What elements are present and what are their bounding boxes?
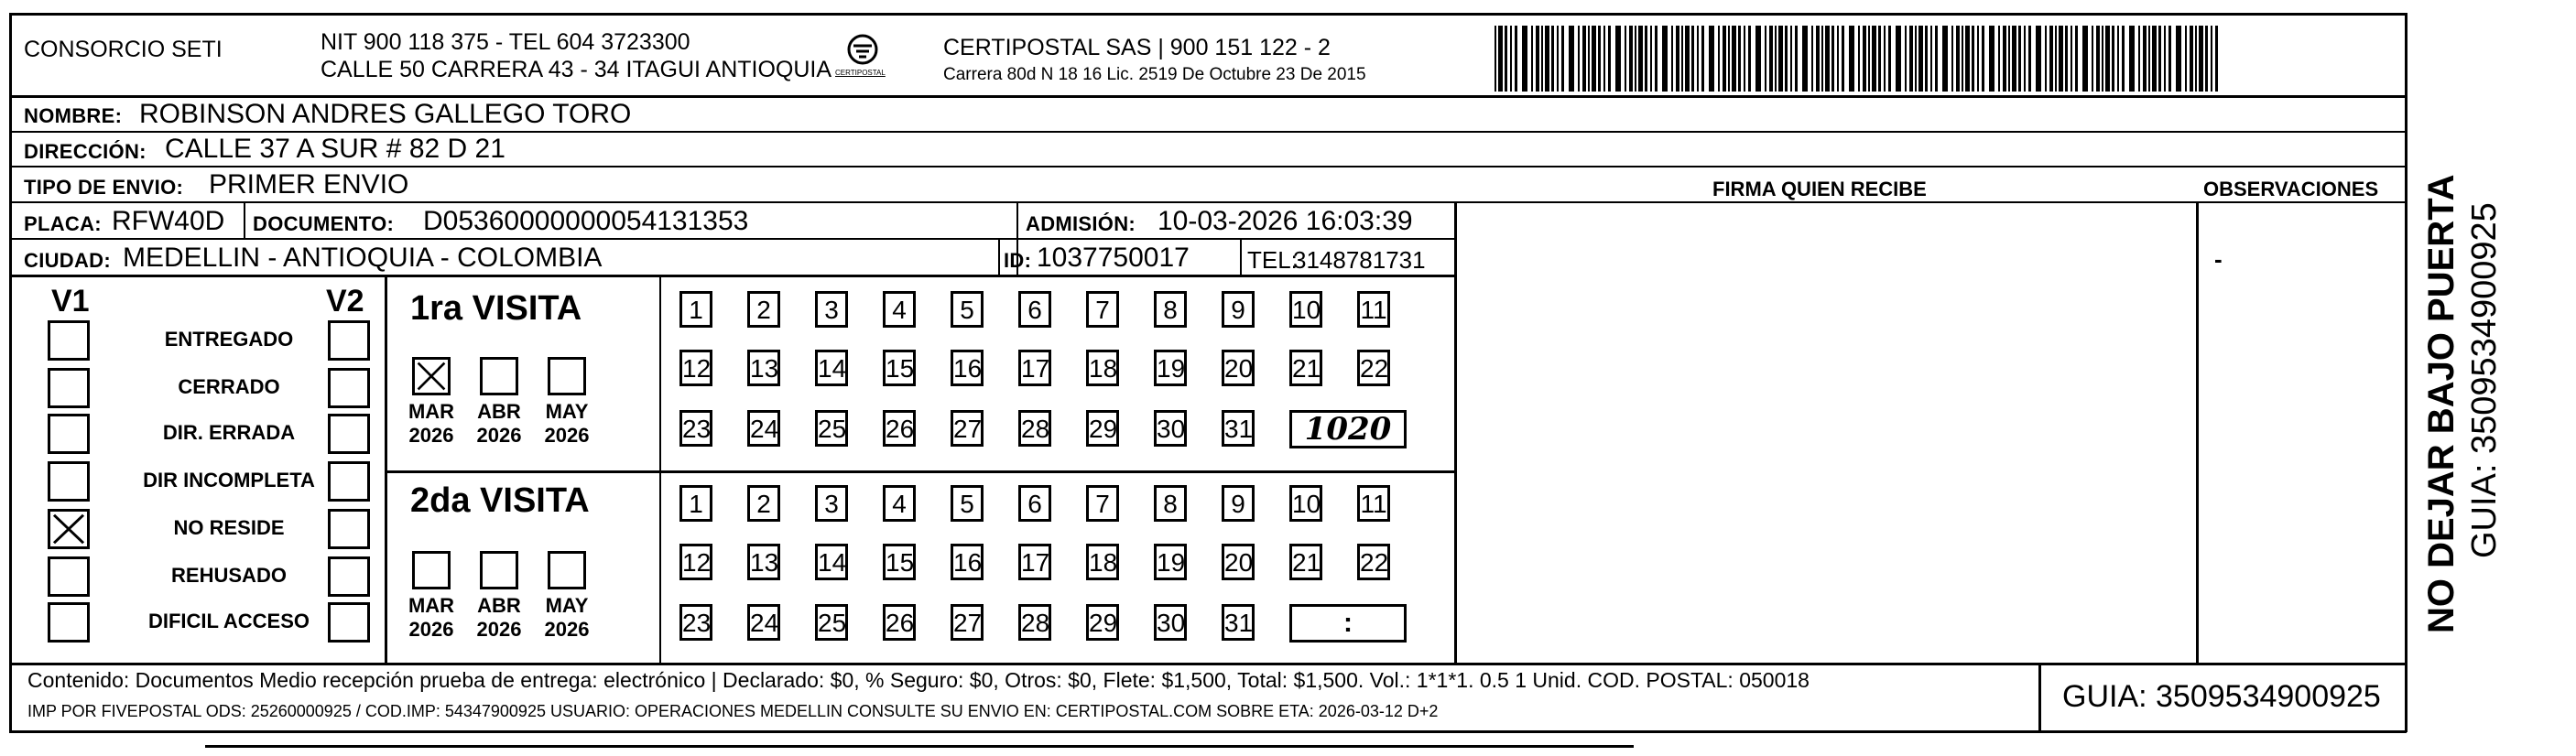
day-box: 31 [1222, 604, 1255, 641]
barcode-bar [1515, 26, 1517, 92]
day-box: 31 [1222, 410, 1255, 447]
barcode-bar [2055, 26, 2057, 92]
barcode-bar [2164, 26, 2166, 92]
year-label: 2026 [476, 618, 522, 641]
status-option-label: CERRADO [178, 375, 280, 398]
day-box: 19 [1154, 350, 1187, 386]
barcode-bar [1896, 26, 1901, 92]
barcode [1495, 26, 2223, 92]
v1-checkbox [48, 414, 90, 454]
day-box: 25 [815, 410, 848, 447]
day-box: 10 [1289, 291, 1322, 328]
day-box: 16 [951, 350, 984, 386]
day-box: 17 [1018, 350, 1051, 386]
barcode-bar [1681, 26, 1683, 92]
day-box: 7 [1086, 291, 1119, 328]
barcode-bar [1769, 26, 1773, 92]
nombre-label: NOMBRE: [24, 104, 123, 127]
day-box: 19 [1154, 544, 1187, 580]
barcode-bar [1748, 26, 1751, 92]
tel-value: 3148781731 [1293, 246, 1426, 274]
barcode-bar [2143, 26, 2147, 92]
barcode-bar [2215, 26, 2218, 92]
barcode-bar [1598, 26, 1601, 92]
logo-text: CERTIPOSTAL [835, 69, 886, 77]
barcode-bar [2138, 26, 2140, 92]
barcode-bar [2205, 26, 2208, 92]
barcode-bar [1498, 26, 1503, 92]
barcode-bar [1536, 26, 1539, 92]
certipostal-logo [826, 29, 899, 86]
direccion-label: DIRECCIÓN: [24, 140, 147, 163]
barcode-bar [1691, 26, 1694, 92]
month-checkbox [548, 551, 586, 589]
footer-divider [9, 663, 2407, 665]
day-box: 12 [679, 544, 712, 580]
barcode-bar [1738, 26, 1741, 92]
barcode-bar [2117, 26, 2119, 92]
admision-label: ADMISIÓN: [1026, 212, 1136, 235]
year-label: 2026 [544, 424, 590, 447]
barcode-bar [1956, 26, 1960, 92]
barcode-bar [1965, 26, 1970, 92]
day-box: 30 [1154, 410, 1187, 447]
barcode-bar [1925, 26, 1928, 92]
documento-value: D05360000000054131353 [423, 206, 749, 236]
nit-line: NIT 900 118 375 - TEL 604 3723300 [321, 29, 690, 55]
barcode-bar [2024, 26, 2026, 92]
barcode-bar [1697, 26, 1699, 92]
day-box: 11 [1357, 291, 1390, 328]
right-border [2405, 13, 2408, 732]
side-warning: NO DEJAR BAJO PUERTA [2421, 174, 2462, 633]
barcode-bar [2036, 26, 2041, 92]
barcode-bar [1918, 26, 1923, 92]
month-checkbox [412, 551, 451, 589]
v1-checkbox [48, 509, 90, 549]
barcode-bar [1592, 26, 1596, 92]
barcode-bar [1603, 26, 1605, 92]
firma-label: FIRMA QUIEN RECIBE [1712, 178, 1927, 200]
v1-checkbox [48, 556, 90, 597]
barcode-bar [1935, 26, 1938, 92]
day-box: 3 [815, 291, 848, 328]
bottom-cut-line [205, 745, 1634, 748]
barcode-bar [2096, 26, 2100, 92]
day-box: 9 [1222, 485, 1255, 522]
barcode-bar [2059, 26, 2063, 92]
month-checkbox [480, 551, 518, 589]
v1-checkbox [48, 461, 90, 502]
visit2-title: 2da VISITA [410, 481, 590, 520]
barcode-bar [1821, 26, 1823, 92]
v2-checkbox [328, 556, 370, 597]
barcode-bar [1951, 26, 1953, 92]
ciudad-label: CIUDAD: [24, 249, 111, 272]
barcode-bar [1676, 26, 1679, 92]
barcode-bar [1671, 26, 1673, 92]
barcode-bar [1795, 26, 1798, 92]
placa-label: PLACA: [24, 212, 102, 235]
barcode-bar [2105, 26, 2110, 92]
time-box: 1020 [1289, 410, 1407, 448]
v2-checkbox [328, 414, 370, 454]
barcode-bar [2008, 26, 2010, 92]
barcode-bar [1645, 26, 1647, 92]
day-box: 29 [1086, 604, 1119, 641]
barcode-bar [1905, 26, 1907, 92]
footer-imp: IMP POR FIVEPOSTAL ODS: 25260000925 / COD.IMP: 54347900925 USUARIO: OPERACIONES MEDELLIN CONSULTE SU ENVIO EN: CERTIPOSTAL.COM SOBRE ETA: 2026-03-12 D+2 [27, 702, 1439, 720]
barcode-bar [1775, 26, 1777, 92]
barcode-bar [2122, 26, 2125, 92]
tipo-label: TIPO DE ENVIO: [24, 176, 184, 199]
day-box: 1 [679, 485, 712, 522]
nombre-value: ROBINSON ANDRES GALLEGO TORO [139, 99, 632, 129]
visit1-title: 1ra VISITA [410, 289, 582, 328]
bottom-border [9, 730, 2407, 733]
observaciones-mark: - [2214, 245, 2223, 273]
barcode-bar [1825, 26, 1830, 92]
barcode-bar [1837, 26, 1839, 92]
day-box: 29 [1086, 410, 1119, 447]
day-box: 28 [1018, 410, 1051, 447]
barcode-bar [1989, 26, 1994, 92]
year-label: 2026 [544, 618, 590, 641]
admision-value: 10-03-2026 16:03:39 [1158, 206, 1413, 236]
v1-checkbox [48, 602, 90, 643]
day-box: 8 [1154, 291, 1187, 328]
barcode-bar [2092, 26, 2093, 92]
placa-value: RFW40D [112, 206, 225, 236]
header-divider [9, 95, 2407, 98]
barcode-bar [2082, 26, 2088, 92]
certipostal-line: CERTIPOSTAL SAS | 900 151 122 - 2 [943, 35, 1331, 60]
barcode-bar [1962, 26, 1963, 92]
left-border [9, 13, 12, 732]
barcode-bar [1638, 26, 1643, 92]
barcode-bar [1977, 26, 1979, 92]
time-box: : [1289, 604, 1407, 643]
barcode-bar [1778, 26, 1783, 92]
day-box: 23 [679, 604, 712, 641]
tipo-value: PRIMER ENVIO [209, 169, 409, 200]
barcode-bar [1765, 26, 1766, 92]
month-label: MAY [545, 594, 589, 617]
day-box: 4 [883, 485, 916, 522]
barcode-bar [1755, 26, 1761, 92]
day-box: 5 [951, 485, 984, 522]
barcode-bar [2112, 26, 2114, 92]
side-guia: GUIA: 3509534900925 [2465, 202, 2504, 558]
barcode-bar [1909, 26, 1913, 92]
company-name: CONSORCIO SETI [24, 37, 223, 62]
barcode-bar [1744, 26, 1745, 92]
barcode-bar [1625, 26, 1626, 92]
x-mark-icon [415, 360, 448, 393]
v1-checkbox [48, 320, 90, 361]
row-divider [9, 166, 2407, 167]
day-box: 24 [747, 604, 780, 641]
day-box: 20 [1222, 350, 1255, 386]
barcode-bar [2018, 26, 2021, 92]
day-box: 15 [883, 544, 916, 580]
placa-divider [244, 201, 245, 238]
status-option-label: REHUSADO [171, 564, 287, 587]
day-box: 30 [1154, 604, 1187, 641]
barcode-bar [1709, 26, 1714, 92]
barcode-bar [1930, 26, 1932, 92]
barcode-bar [1541, 26, 1543, 92]
barcode-bar [1510, 26, 1512, 92]
day-box: 2 [747, 485, 780, 522]
barcode-bar [1884, 26, 1886, 92]
barcode-bar [1557, 26, 1559, 92]
barcode-bar [1878, 26, 1881, 92]
day-box: 7 [1086, 485, 1119, 522]
barcode-bar [1718, 26, 1720, 92]
barcode-bar [1785, 26, 1788, 92]
barcode-bar [2199, 26, 2203, 92]
day-box: 4 [883, 291, 916, 328]
barcode-bar [1608, 26, 1611, 92]
license-line: Carrera 80d N 18 16 Lic. 2519 De Octubre 23 De 2015 [943, 65, 1366, 84]
barcode-bar [1842, 26, 1844, 92]
barcode-bar [2185, 26, 2187, 92]
day-box: 8 [1154, 485, 1187, 522]
barcode-bar [2129, 26, 2135, 92]
day-box: 20 [1222, 544, 1255, 580]
status-option-label: ENTREGADO [164, 328, 294, 351]
barcode-bar [2071, 26, 2072, 92]
id-label: ID: [1004, 249, 1032, 272]
day-box: 27 [951, 604, 984, 641]
v2-checkbox [328, 509, 370, 549]
barcode-bar [2148, 26, 2150, 92]
direccion-value: CALLE 37 A SUR # 82 D 21 [165, 134, 505, 164]
year-label: 2026 [408, 618, 454, 641]
day-box: 26 [883, 410, 916, 447]
barcode-bar [1662, 26, 1668, 92]
tel-label: TEL: [1247, 246, 1298, 274]
year-label: 2026 [408, 424, 454, 447]
id-divider [998, 238, 1000, 276]
barcode-bar [1888, 26, 1891, 92]
month-label: MAY [545, 400, 589, 423]
barcode-bar [2152, 26, 2157, 92]
barcode-bar [1998, 26, 2000, 92]
day-box: 21 [1289, 350, 1322, 386]
barcode-bar [1811, 26, 1813, 92]
month-checkbox [480, 357, 518, 395]
barcode-bar [1505, 26, 1507, 92]
barcode-bar [1972, 26, 1974, 92]
day-box: 12 [679, 350, 712, 386]
v2-label: V2 [326, 284, 364, 319]
barcode-bar [1723, 26, 1726, 92]
barcode-bar [1569, 26, 1574, 92]
id-value: 1037750017 [1037, 243, 1190, 273]
barcode-bar [1655, 26, 1658, 92]
year-label: 2026 [476, 424, 522, 447]
barcode-bar [1615, 26, 1621, 92]
firma-divider [1454, 201, 1457, 664]
month-label: ABR [477, 400, 521, 423]
day-box: 14 [815, 544, 848, 580]
barcode-bar [1868, 26, 1870, 92]
barcode-bar [1701, 26, 1704, 92]
barcode-bar [2176, 26, 2181, 92]
day-box: 2 [747, 291, 780, 328]
barcode-bar [1545, 26, 1549, 92]
day-box: 9 [1222, 291, 1255, 328]
day-box: 3 [815, 485, 848, 522]
day-box: 18 [1086, 350, 1119, 386]
status-option-label: DIFICIL ACCESO [147, 610, 310, 632]
barcode-bar [1849, 26, 1854, 92]
v2-checkbox [328, 602, 370, 643]
visit-separator [385, 470, 1456, 473]
day-box: 23 [679, 410, 712, 447]
barcode-bar [1495, 26, 1496, 92]
day-box: 13 [747, 350, 780, 386]
barcode-bar [2003, 26, 2006, 92]
day-box: 14 [815, 350, 848, 386]
barcode-bar [2195, 26, 2197, 92]
day-box: 10 [1289, 485, 1322, 522]
barcode-bar [1531, 26, 1533, 92]
barcode-bar [1685, 26, 1690, 92]
guia-divider [2038, 663, 2041, 732]
tel-divider [1240, 238, 1242, 276]
barcode-bar [1650, 26, 1652, 92]
v2-checkbox [328, 368, 370, 408]
barcode-bar [1858, 26, 1860, 92]
day-box: 21 [1289, 544, 1322, 580]
top-border [9, 13, 2407, 16]
row-divider [9, 201, 2407, 203]
barcode-bar [1522, 26, 1527, 92]
barcode-bar [1915, 26, 1917, 92]
day-box: 15 [883, 350, 916, 386]
day-box: 6 [1018, 291, 1051, 328]
v2-checkbox [328, 320, 370, 361]
barcode-bar [2049, 26, 2053, 92]
day-box: 18 [1086, 544, 1119, 580]
barcode-bar [2190, 26, 2193, 92]
month-label: ABR [477, 594, 521, 617]
barcode-bar [1942, 26, 1948, 92]
day-box: 25 [815, 604, 848, 641]
barcode-bar [1578, 26, 1580, 92]
v1-label: V1 [51, 284, 90, 319]
barcode-bar [2158, 26, 2161, 92]
footer-contenido: Contenido: Documentos Medio recepción prueba de entrega: electrónico | Declarado: $0, % Seguro: $0, Otros: $0, Flete: $1,500, Total: $1,500. Vol.: 1*1*1. 0.5 1 Unid. COD. POSTAL: 050018 [27, 668, 1810, 692]
barcode-bar [1588, 26, 1590, 92]
barcode-bar [2012, 26, 2016, 92]
day-box: 26 [883, 604, 916, 641]
month-label: MAR [408, 594, 455, 617]
observaciones-label: OBSERVACIONES [2203, 178, 2379, 200]
barcode-bar [1831, 26, 1834, 92]
barcode-bar [1872, 26, 1876, 92]
footer-guia: GUIA: 3509534900925 [2062, 679, 2381, 714]
barcode-bar [1982, 26, 1984, 92]
day-box: 1 [679, 291, 712, 328]
barcode-bar [1802, 26, 1808, 92]
address-line: CALLE 50 CARRERA 43 - 34 ITAGUI ANTIOQUIA [321, 57, 832, 82]
day-box: 27 [951, 410, 984, 447]
day-box: 6 [1018, 485, 1051, 522]
documento-label: DOCUMENTO: [253, 212, 395, 235]
barcode-bar [2065, 26, 2068, 92]
day-box: 5 [951, 291, 984, 328]
status-option-label: DIR INCOMPLETA [143, 469, 315, 491]
row-divider [9, 131, 2407, 133]
barcode-bar [1582, 26, 1586, 92]
barcode-bar [1551, 26, 1554, 92]
barcode-bar [1732, 26, 1736, 92]
v1-checkbox [48, 368, 90, 408]
v2-checkbox [328, 461, 370, 502]
barcode-bar [2075, 26, 2078, 92]
month-label: MAR [408, 400, 455, 423]
barcode-bar [2168, 26, 2171, 92]
barcode-bar [2045, 26, 2047, 92]
barcode-bar [1728, 26, 1730, 92]
row-divider [9, 238, 1456, 240]
barcode-bar [1629, 26, 1633, 92]
day-box: 24 [747, 410, 780, 447]
day-box: 11 [1357, 485, 1390, 522]
barcode-bar [2102, 26, 2103, 92]
day-box: 28 [1018, 604, 1051, 641]
month-checkbox [412, 357, 451, 395]
day-box: 22 [1357, 544, 1390, 580]
barcode-bar [1561, 26, 1564, 92]
status-option-label: NO RESIDE [173, 516, 285, 539]
day-box: 17 [1018, 544, 1051, 580]
barcode-bar [2211, 26, 2212, 92]
ciudad-value: MEDELLIN - ANTIOQUIA - COLOMBIA [123, 243, 603, 273]
x-mark-icon [50, 512, 87, 546]
barcode-bar [1790, 26, 1792, 92]
barcode-bar [2028, 26, 2031, 92]
barcode-bar [1635, 26, 1636, 92]
day-box: 13 [747, 544, 780, 580]
barcode-bar [1863, 26, 1866, 92]
month-checkbox [548, 357, 586, 395]
row-divider [9, 275, 1456, 277]
day-box: 22 [1357, 350, 1390, 386]
status-option-label: DIR. ERRADA [162, 421, 296, 444]
observaciones-divider [2196, 201, 2199, 664]
barcode-bar [1816, 26, 1820, 92]
day-box: 16 [951, 544, 984, 580]
